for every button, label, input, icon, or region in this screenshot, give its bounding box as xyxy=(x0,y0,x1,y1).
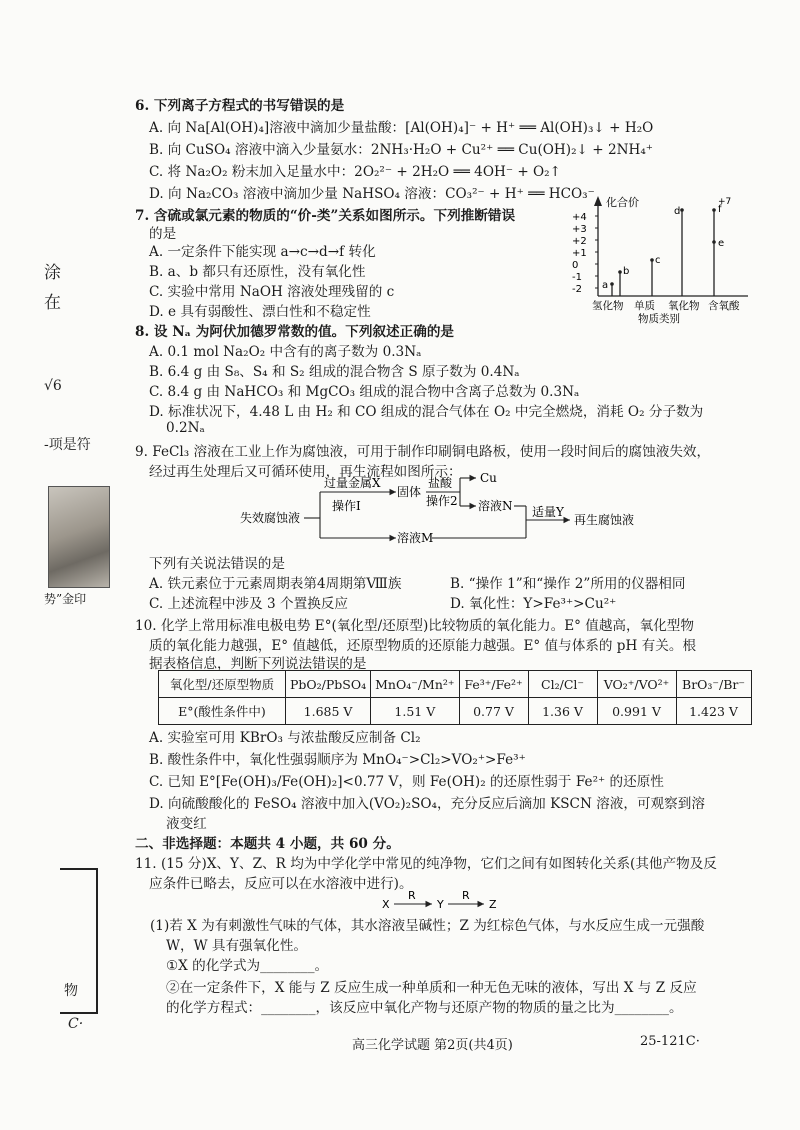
flow-solution-m: 溶液M xyxy=(397,531,434,545)
q11-part1-question-2: ②在一定条件下，X 能与 Z 反应生成一种单质和一种无色无味的液体，写出 X 与 Z 反应 xyxy=(166,980,697,996)
margin-text-six: √6 xyxy=(44,378,62,394)
point-e xyxy=(712,240,716,244)
q11-conversion-chain xyxy=(380,888,500,912)
q11-part1-question-1: ①X 的化学式为________。 xyxy=(166,958,329,974)
q11-part1-cont: W，W 具有强氧化性。 xyxy=(166,938,308,954)
point-a xyxy=(610,282,614,286)
chain-r-2: R xyxy=(462,889,470,902)
chart-y-tick-label: +3 xyxy=(572,224,587,235)
chart-y-tick-label: +4 xyxy=(572,212,587,223)
margin-text-wu: 物 xyxy=(64,983,78,999)
label-f: f xyxy=(718,204,722,215)
q10-option-a: A. 实验室可用 KBrO₃ 与浓盐酸反应制备 Cl₂ xyxy=(149,730,421,746)
table-header-cell: Fe³⁺/Fe²⁺ xyxy=(459,671,528,698)
table-cell: 1.685 V xyxy=(286,698,371,725)
chart-xlabel: 物质类别 xyxy=(638,313,680,324)
q9-option-b: B. “操作 1”和“操作 2”所用的仪器相同 xyxy=(450,576,686,592)
table-cell: 0.991 V xyxy=(597,698,676,725)
potential-table xyxy=(158,670,752,725)
q7-option-a: A. 一定条件下能实现 a→c→d→f 转化 xyxy=(149,244,376,260)
chart-bars xyxy=(612,210,714,296)
page-footer-right: 25-121C· xyxy=(640,1034,700,1049)
flow-acid: 盐酸 xyxy=(428,476,453,490)
point-f xyxy=(712,208,716,212)
q6-stem: 6. 下列离子方程式的书写错误的是 xyxy=(135,98,345,114)
q7-option-d: D. e 具有弱酸性、漂白性和不稳定性 xyxy=(149,304,371,320)
label-b: b xyxy=(623,266,630,277)
chain-r-1: R xyxy=(408,889,416,902)
q8-stem: 8. 设 Nₐ 为阿伏加德罗常数的值。下列叙述正确的是 xyxy=(135,324,455,340)
q9-flow-diagram xyxy=(240,472,660,548)
q11-part1-question-2-cont: 的化学方程式：________，该反应中氧化产物与还原产物的物质的量之比为________。 xyxy=(166,1000,683,1016)
flow-solid: 固体 xyxy=(397,485,422,499)
label-d: d xyxy=(674,206,681,217)
flow-op1: 操作Ⅰ xyxy=(332,499,361,513)
q7-stem-cont: 的是 xyxy=(149,226,177,242)
q10-option-b: B. 酸性条件中，氧化性强弱顺序为 MnO₄⁻>Cl₂>VO₂⁺>Fe³⁺ xyxy=(149,752,526,768)
q7-stem: 7. 含硫或氯元素的物质的“价-类”关系如图所示。下列推断错误 xyxy=(135,208,516,224)
margin-text-c: C· xyxy=(68,1016,84,1032)
chain-x: X xyxy=(382,898,390,911)
margin-photo-caption: 势”金印 xyxy=(44,592,87,606)
chart-y-top-tick-label: +7 xyxy=(718,197,732,207)
section-2-heading: 二、非选择题：本题共 4 小题，共 60 分。 xyxy=(135,836,400,852)
chart-y-arrow xyxy=(594,196,602,206)
q9-option-c: C. 上述流程中涉及 3 个置换反应 xyxy=(149,596,348,612)
table-row xyxy=(159,698,752,725)
chart-ylabel: 化合价 xyxy=(606,196,639,209)
q8-option-d: D. 标准状况下，4.48 L 由 H₂ 和 CO 组成的混合气体在 O₂ 中完全燃烧，消耗 O₂ 分子数为 xyxy=(149,404,704,420)
page-footer-center: 高三化学试题 第2页(共4页) xyxy=(352,1038,513,1053)
table-header-cell: MnO₄⁻/Mn²⁺ xyxy=(371,671,459,698)
q8-option-a: A. 0.1 mol Na₂O₂ 中含有的离子数为 0.3Nₐ xyxy=(149,344,422,360)
q6-option-c: C. 将 Na₂O₂ 粉末加入足量水中：2O₂²⁻ + 2H₂O ══ 4OH⁻ + O₂↑ xyxy=(149,164,562,180)
flow-start: 失效腐蚀液 xyxy=(240,511,301,525)
q11-stem: 11. (15 分)X、Y、Z、R 均为中学化学中常见的纯净物，它们之间有如图转化关系(其他产物及反 xyxy=(135,856,717,872)
q9-stem: 9. FeCl₃ 溶液在工业上作为腐蚀液，可用于制作印刷铜电路板，使用一段时间后的腐蚀液失效， xyxy=(135,444,711,460)
table-header-cell: VO₂⁺/VO²⁺ xyxy=(597,671,676,698)
q9-option-a: A. 铁元素位于元素周期表第4周期第Ⅷ族 xyxy=(149,576,402,592)
margin-text-tu: 涂 xyxy=(44,263,61,283)
margin-photo xyxy=(48,486,110,588)
q9-option-d: D. 氧化性：Y>Fe³⁺>Cu²⁺ xyxy=(450,596,617,612)
category-element: 单质 xyxy=(634,300,655,312)
chart-y-tick-label: -1 xyxy=(572,272,582,283)
table-cell: 1.51 V xyxy=(371,698,459,725)
margin-text-xiang: -项是符 xyxy=(44,437,91,453)
margin-text-zai: 在 xyxy=(44,293,61,313)
chain-z: Z xyxy=(489,898,497,911)
q8-option-d-cont: 0.2Nₐ xyxy=(166,420,205,436)
label-c: c xyxy=(655,255,661,266)
table-header-cell: PbO₂/PbSO₄ xyxy=(286,671,371,698)
valence-class-chart xyxy=(568,194,768,324)
flow-cu: Cu xyxy=(480,472,497,485)
q9-stem-cont: 经过再生处理后又可循环使用，再生流程如图所示： xyxy=(149,464,462,480)
chart-y-tick-label: +2 xyxy=(572,236,587,247)
label-e: e xyxy=(718,238,725,249)
flow-op2: 操作2 xyxy=(426,494,458,508)
chart-y-tick-label: 0 xyxy=(572,260,579,271)
q11-stem-cont: 应条件已略去，反应可以在水溶液中进行)。 xyxy=(149,876,413,892)
chart-y-tick-label: -2 xyxy=(572,284,582,295)
table-header-cell: Cl₂/Cl⁻ xyxy=(528,671,597,698)
q6-option-d: D. 向 Na₂CO₃ 溶液中滴加少量 NaHSO₄ 溶液：CO₃²⁻ + H⁺ ══ HCO₃⁻ xyxy=(149,186,595,202)
table-header-cell: 氧化型/还原型物质 xyxy=(159,671,286,698)
chart-y-tick-label: +1 xyxy=(572,248,587,259)
table-header-row xyxy=(159,671,752,698)
point-c xyxy=(650,258,654,262)
q9-sub-stem: 下列有关说法错误的是 xyxy=(149,556,285,572)
table-header-cell: BrO₃⁻/Br⁻ xyxy=(676,671,751,698)
q7-option-c: C. 实验中常用 NaOH 溶液处理残留的 c xyxy=(149,284,395,300)
point-b xyxy=(618,270,622,274)
q6-option-b: B. 向 CuSO₄ 溶液中滴入少量氨水：2NH₃·H₂O + Cu²⁺ ══ Cu(OH)₂↓ + 2NH₄⁺ xyxy=(149,142,653,158)
q10-stem-cont-1: 质的氧化能力越强，E° 值越低，还原型物质的还原能力越强。E° 值与体系的 pH 有关。根 xyxy=(149,638,697,654)
q10-option-c: C. 已知 E°[Fe(OH)₃/Fe(OH)₂]<0.77 V，则 Fe(OH)₂ 的还原性弱于 Fe²⁺ 的还原性 xyxy=(149,774,664,790)
q10-option-d-cont: 液变红 xyxy=(166,816,207,832)
category-oxide: 氧化物 xyxy=(668,300,700,312)
q10-option-d: D. 向硫酸酸化的 FeSO₄ 溶液中加入(VO₂)₂SO₄，充分反应后滴加 KSCN 溶液，可观察到溶 xyxy=(149,796,705,812)
point-d xyxy=(680,208,684,212)
q7-option-b: B. a、b 都只有还原性，没有氧化性 xyxy=(149,264,366,280)
flow-solution-n: 溶液N xyxy=(478,499,513,513)
q10-stem-cont-2: 据表格信息，判断下列说法错误的是 xyxy=(149,656,367,672)
chain-y: Y xyxy=(437,898,444,911)
q8-option-c: C. 8.4 g 由 NaHCO₃ 和 MgCO₃ 组成的混合物中含离子总数为 0.3Nₐ xyxy=(149,384,580,400)
q6-option-a: A. 向 Na[Al(OH)₄]溶液中滴加少量盐酸：[Al(OH)₄]⁻ + H⁺ ══ Al(OH)₃↓ + H₂O xyxy=(149,120,654,136)
label-a: a xyxy=(602,280,609,291)
table-cell: 1.36 V xyxy=(528,698,597,725)
q8-option-b: B. 6.4 g 由 S₈、S₄ 和 S₂ 组成的混合物含 S 原子数为 0.4Nₐ xyxy=(149,364,520,380)
table-cell: E°(酸性条件中) xyxy=(159,698,286,725)
table-cell: 1.423 V xyxy=(676,698,751,725)
q10-stem: 10. 化学上常用标准电极电势 E°(氧化型/还原型)比较物质的氧化能力。E° 值越高，氧化型物 xyxy=(135,618,694,634)
flow-reagent-y: 适量Y xyxy=(532,505,564,519)
q11-part1: (1)若 X 为有刺激性气味的气体，其水溶液呈碱性；Z 为红棕色气体，与水反应生成一元强酸 xyxy=(150,918,705,934)
table-cell: 0.77 V xyxy=(459,698,528,725)
category-hydride: 氢化物 xyxy=(592,300,624,312)
category-oxyacid: 含氧酸 xyxy=(708,300,740,312)
flow-reagent-x: 过量金属X xyxy=(324,476,381,490)
flow-end: 再生腐蚀液 xyxy=(574,513,635,527)
